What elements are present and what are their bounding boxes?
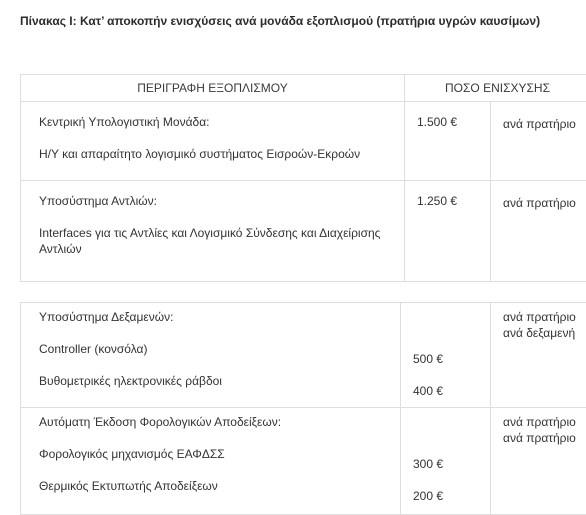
row-units <box>491 408 586 515</box>
row-price: 300 € <box>413 456 490 488</box>
item-category: Υποσύστημα Αντλιών: <box>39 193 386 209</box>
item-detail: Φορολογικός μηχανισμός ΕΑΦΔΣΣ <box>39 446 382 478</box>
table-row <box>21 408 586 515</box>
row-units <box>491 303 586 408</box>
row-unit: ανά πρατήριο <box>503 430 586 446</box>
item-detail: Interfaces για τις Αντλίες και Λογισμικό Σύνδεσης και Διαχείρισης Αντλιών <box>39 225 386 257</box>
item-detail: Βυθομετρικές ηλεκτρονικές ράβδοι <box>39 373 382 405</box>
row-unit: ανά πρατήριο <box>503 414 586 430</box>
item-detail: Η/Υ και απαραίτητο λογισμικό συστήματος Εισροών-Εκροών <box>39 146 386 162</box>
item-category: Υποσύστημα Δεξαμενών: <box>39 309 382 341</box>
row-price: 200 € <box>413 488 490 504</box>
header-amount: ΠΟΣΟ ΕΝΙΣΧΥΣΗΣ <box>405 75 586 102</box>
row-unit: ανά πρατήριο <box>503 309 586 325</box>
row-price: 400 € <box>413 383 490 399</box>
row-description <box>21 408 401 515</box>
row-unit: ανά δεξαμενή <box>503 325 586 341</box>
row-unit: ανά πρατήριο <box>491 102 586 181</box>
row-price: 1.500 € <box>405 102 491 181</box>
row-description <box>21 303 401 408</box>
row-prices <box>401 408 491 515</box>
equipment-table-1 <box>20 74 586 282</box>
item-category: Αυτόματη Έκδοση Φορολογικών Αποδείξεων: <box>39 414 382 446</box>
table-row <box>21 102 586 181</box>
row-description <box>21 181 405 282</box>
header-description: ΠΕΡΙΓΡΑΦΗ ΕΞΟΠΛΙΣΜΟΥ <box>21 75 405 102</box>
row-unit: ανά πρατήριο <box>491 181 586 282</box>
row-price: 500 € <box>413 351 490 383</box>
equipment-table-2 <box>20 302 586 515</box>
page-title: Πίνακας Ι: Κατ’ αποκοπήν ενισχύσεις ανά μονάδα εξοπλισμού (πρατήρια υγρών καυσίμων) <box>20 14 540 28</box>
item-detail: Θερμικός Εκτυπωτής Αποδείξεων <box>39 478 382 510</box>
table-header-row <box>21 75 586 102</box>
table-row <box>21 181 586 282</box>
row-price: 1.250 € <box>405 181 491 282</box>
row-description <box>21 102 405 181</box>
item-detail: Controller (κονσόλα) <box>39 341 382 373</box>
table-row <box>21 303 586 408</box>
row-prices <box>401 303 491 408</box>
item-category: Κεντρική Υπολογιστική Μονάδα: <box>39 114 386 130</box>
